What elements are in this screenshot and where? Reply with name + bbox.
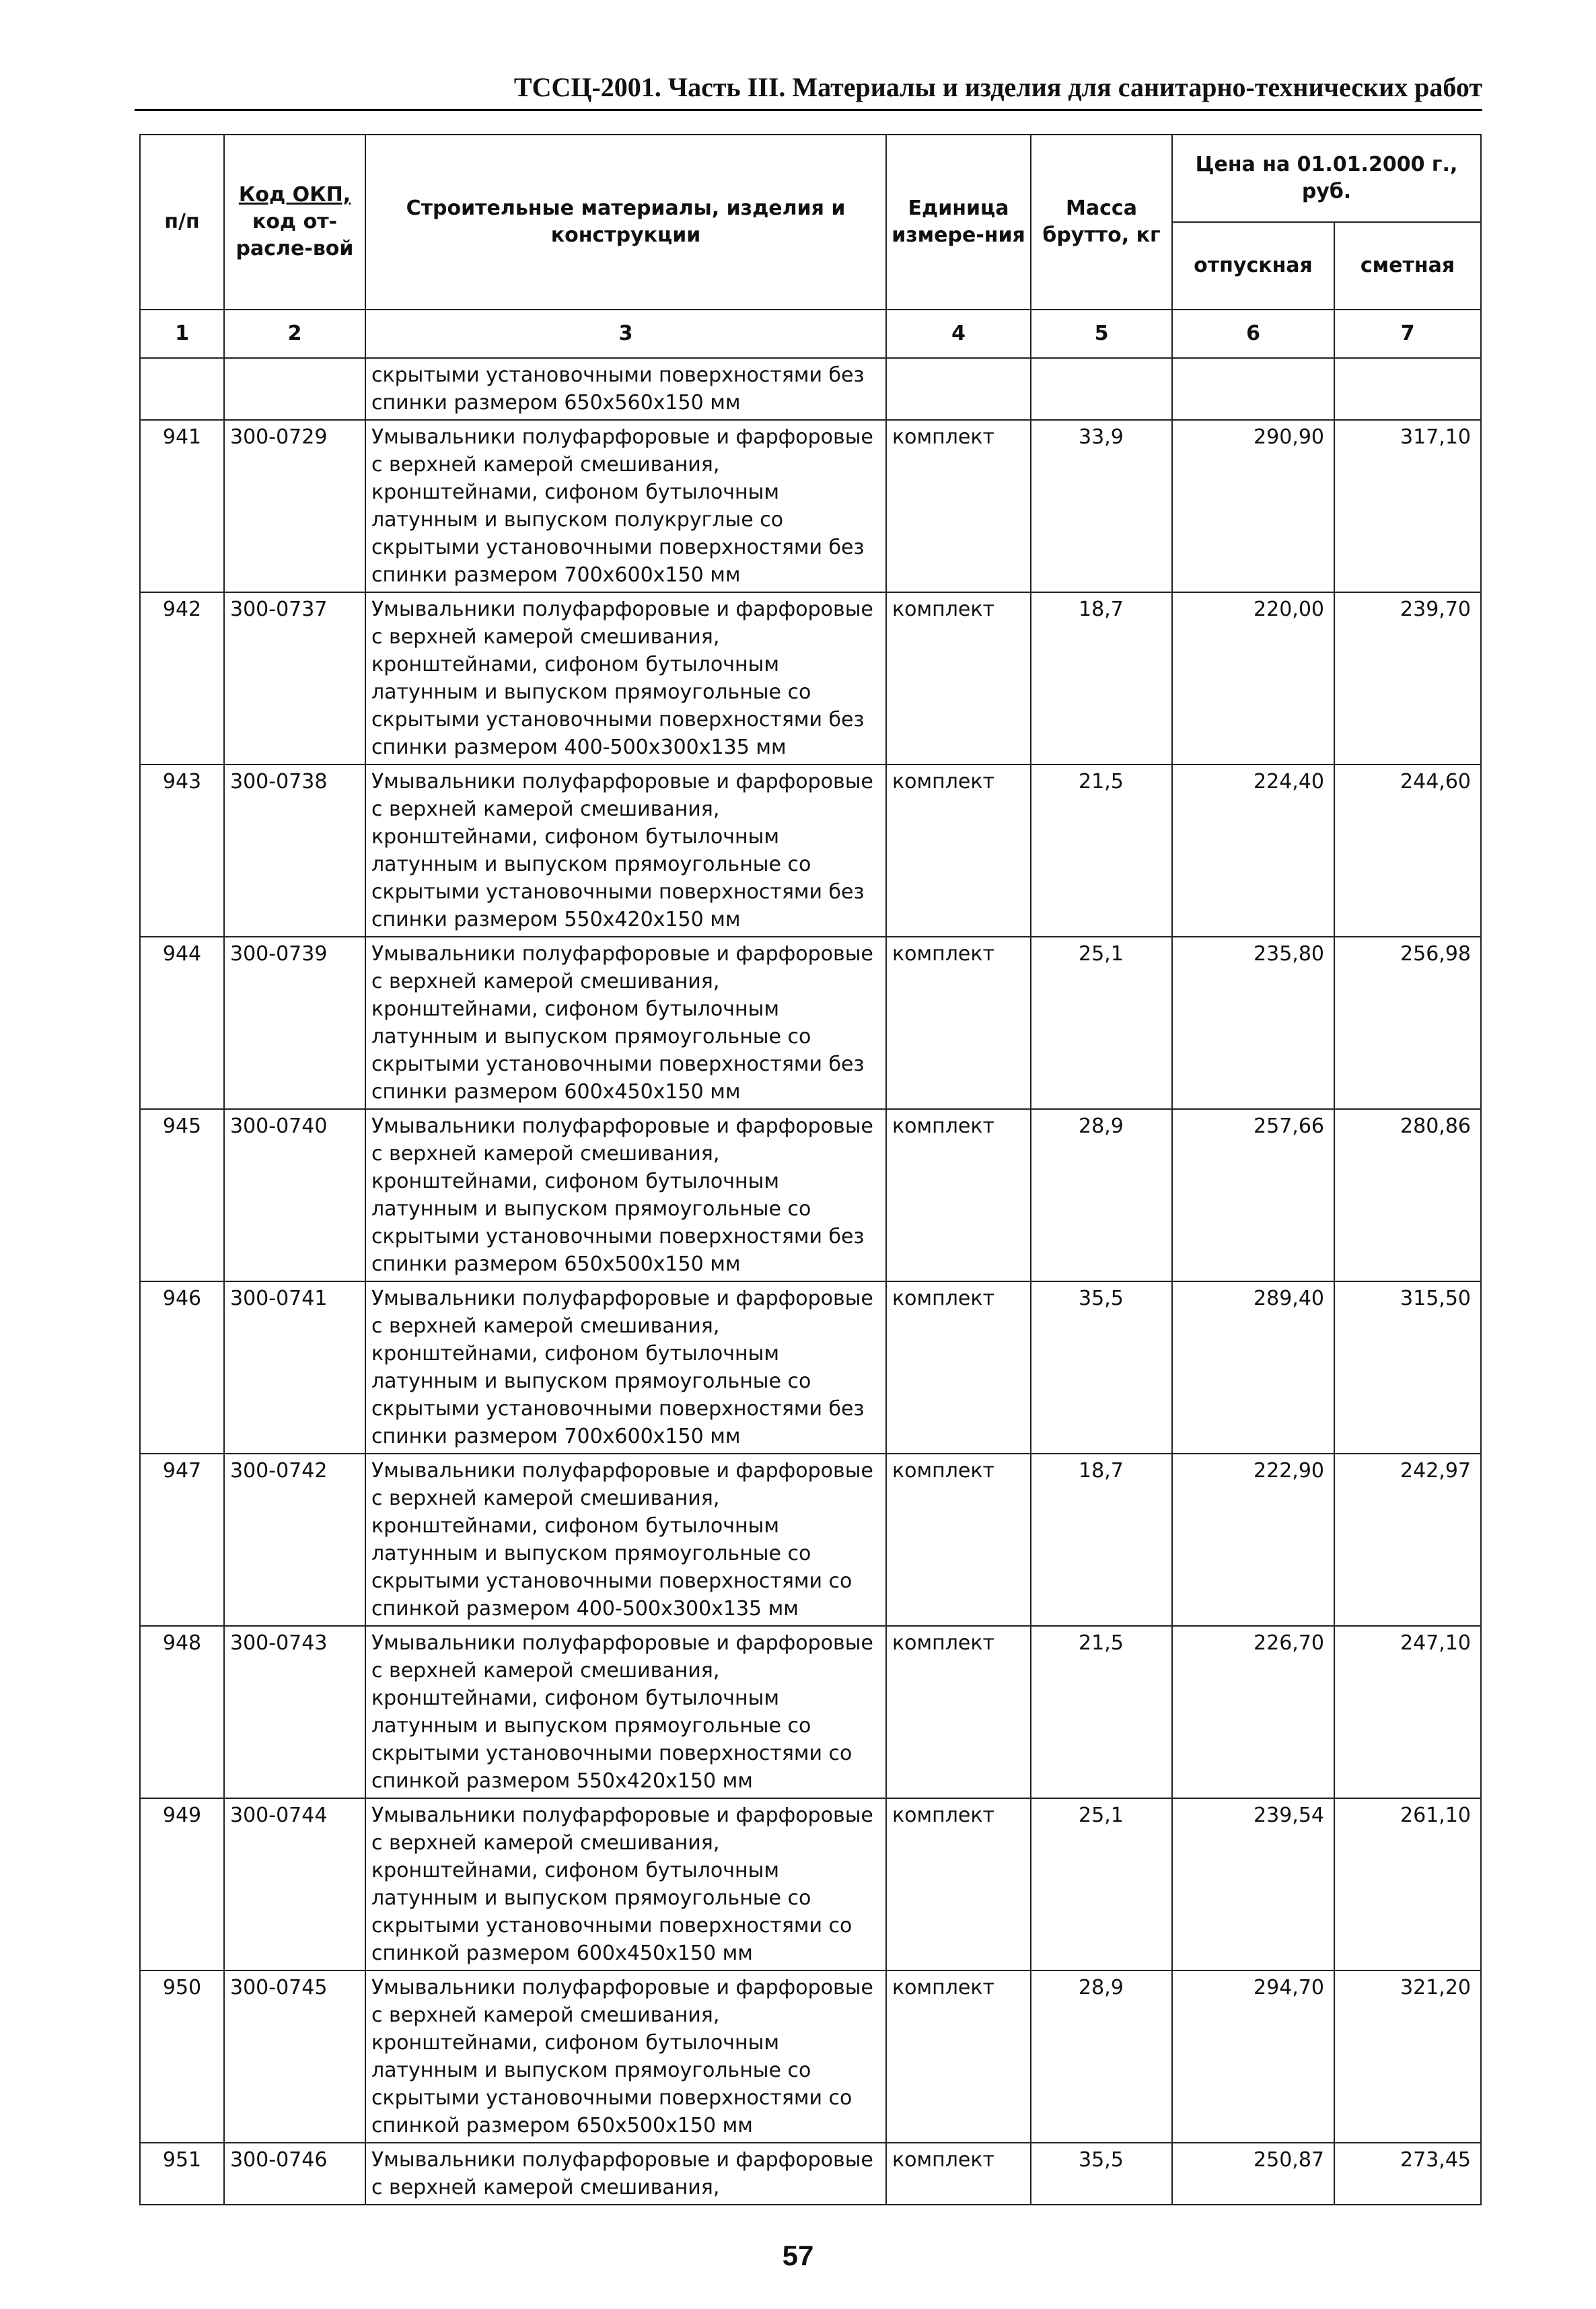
cell-num: 947	[140, 1454, 224, 1626]
header-code-bottom: код от-расле-вой	[235, 210, 354, 260]
cell-num: 950	[140, 1970, 224, 2143]
header-num: п/п	[140, 135, 224, 310]
table-row	[140, 1281, 1481, 1454]
cell-unit	[886, 358, 1031, 420]
cell-estimate: 273,45	[1334, 2143, 1481, 2205]
table-row	[140, 2143, 1481, 2205]
cell-code: 300-0746	[224, 2143, 365, 2205]
header-price: отпускная	[1172, 222, 1334, 310]
cell-price: 226,70	[1172, 1626, 1334, 1798]
column-number: 4	[886, 310, 1031, 358]
table-row	[140, 1109, 1481, 1281]
cell-estimate: 315,50	[1334, 1281, 1481, 1454]
cell-name: Умывальники полуфарфоровые и фарфоровые с верхней камерой смешивания, кронштейнами, сифоном бутылочным латунным и выпуском прямоугольные со скрытыми установочными поверхностями без спинки размером 650х500х150 мм	[365, 1109, 886, 1281]
cell-mass: 21,5	[1031, 1626, 1172, 1798]
cell-estimate: 280,86	[1334, 1109, 1481, 1281]
header-estimate: сметная	[1334, 222, 1481, 310]
cell-name: скрытыми установочными поверхностями без спинки размером 650х560х150 мм	[365, 358, 886, 420]
cell-unit: комплект	[886, 1281, 1031, 1454]
cell-mass: 28,9	[1031, 1970, 1172, 2143]
cell-name: Умывальники полуфарфоровые и фарфоровые с верхней камерой смешивания, кронштейнами, сифоном бутылочным латунным и выпуском прямоугольные со скрытыми установочными поверхностями без спинки размером 700х600х150 мм	[365, 1281, 886, 1454]
cell-price: 289,40	[1172, 1281, 1334, 1454]
cell-unit: комплект	[886, 765, 1031, 937]
column-number: 7	[1334, 310, 1481, 358]
cell-name: Умывальники полуфарфоровые и фарфоровые с верхней камерой смешивания, кронштейнами, сифоном бутылочным латунным и выпуском прямоугольные со скрытыми установочными поверхностями со спинкой размером 550х420х150 мм	[365, 1626, 886, 1798]
page-number: 57	[782, 2240, 814, 2271]
cell-unit: комплект	[886, 420, 1031, 592]
cell-num: 944	[140, 937, 224, 1109]
cell-price: 294,70	[1172, 1970, 1334, 2143]
cell-num	[140, 358, 224, 420]
cell-price: 290,90	[1172, 420, 1334, 592]
cell-code	[224, 358, 365, 420]
cell-estimate: 242,97	[1334, 1454, 1481, 1626]
header-code	[224, 135, 365, 310]
cell-estimate: 247,10	[1334, 1626, 1481, 1798]
cell-unit: комплект	[886, 937, 1031, 1109]
cell-num: 948	[140, 1626, 224, 1798]
cell-name: Умывальники полуфарфоровые и фарфоровые с верхней камерой смешивания, кронштейнами, сифоном бутылочным латунным и выпуском прямоугольные со скрытыми установочными поверхностями без спинки размером 600х450х150 мм	[365, 937, 886, 1109]
header-price-group: Цена на 01.01.2000 г., руб.	[1172, 135, 1481, 222]
cell-num: 951	[140, 2143, 224, 2205]
cell-num: 943	[140, 765, 224, 937]
cell-mass: 25,1	[1031, 937, 1172, 1109]
cell-name: Умывальники полуфарфоровые и фарфоровые с верхней камерой смешивания, кронштейнами, сифоном бутылочным латунным и выпуском прямоугольные со скрытыми установочными поверхностями без спинки размером 550х420х150 мм	[365, 765, 886, 937]
table-row	[140, 592, 1481, 765]
table-row-continuation	[140, 358, 1481, 420]
cell-code: 300-0738	[224, 765, 365, 937]
cell-code: 300-0745	[224, 1970, 365, 2143]
header-mass: Масса брутто, кг	[1031, 135, 1172, 310]
cell-name: Умывальники полуфарфоровые и фарфоровые с верхней камерой смешивания, кронштейнами, сифоном бутылочным латунным и выпуском прямоугольные со скрытыми установочными поверхностями со спинкой размером 650х500х150 мм	[365, 1970, 886, 2143]
table-row	[140, 1798, 1481, 1970]
cell-price	[1172, 358, 1334, 420]
cell-num: 942	[140, 592, 224, 765]
cell-num: 945	[140, 1109, 224, 1281]
column-number: 5	[1031, 310, 1172, 358]
table-row	[140, 1454, 1481, 1626]
cell-code: 300-0740	[224, 1109, 365, 1281]
cell-mass: 25,1	[1031, 1798, 1172, 1970]
cell-price: 224,40	[1172, 765, 1334, 937]
cell-code: 300-0729	[224, 420, 365, 592]
materials-price-table	[139, 134, 1482, 2205]
cell-mass: 18,7	[1031, 592, 1172, 765]
cell-unit: комплект	[886, 1798, 1031, 1970]
column-number: 2	[224, 310, 365, 358]
table-row	[140, 765, 1481, 937]
column-number: 3	[365, 310, 886, 358]
cell-name: Умывальники полуфарфоровые и фарфоровые с верхней камерой смешивания, кронштейнами, сифоном бутылочным латунным и выпуском полукруглые со скрытыми установочными поверхностями без спинки размером 700х600х150 мм	[365, 420, 886, 592]
cell-estimate: 261,10	[1334, 1798, 1481, 1970]
cell-estimate: 244,60	[1334, 765, 1481, 937]
cell-name: Умывальники полуфарфоровые и фарфоровые с верхней камерой смешивания, кронштейнами, сифоном бутылочным латунным и выпуском прямоугольные со скрытыми установочными поверхностями со спинкой размером 400-500х300х135 мм	[365, 1454, 886, 1626]
cell-mass	[1031, 358, 1172, 420]
cell-price: 250,87	[1172, 2143, 1334, 2205]
column-number: 6	[1172, 310, 1334, 358]
table-row	[140, 1970, 1481, 2143]
table-header	[140, 135, 1481, 358]
cell-estimate: 321,20	[1334, 1970, 1481, 2143]
cell-price: 235,80	[1172, 937, 1334, 1109]
cell-code: 300-0739	[224, 937, 365, 1109]
cell-code: 300-0742	[224, 1454, 365, 1626]
cell-code: 300-0743	[224, 1626, 365, 1798]
header-unit: Единица измере-ния	[886, 135, 1031, 310]
cell-code: 300-0744	[224, 1798, 365, 1970]
table-body	[140, 358, 1481, 2205]
table-row	[140, 420, 1481, 592]
page-header: ТССЦ-2001. Часть III. Материалы и изделия для санитарно-технических работ	[135, 69, 1482, 111]
cell-unit: комплект	[886, 1454, 1031, 1626]
cell-name: Умывальники полуфарфоровые и фарфоровые с верхней камерой смешивания, кронштейнами, сифоном бутылочным латунным и выпуском прямоугольные со скрытыми установочными поверхностями со спинкой размером 600х450х150 мм	[365, 1798, 886, 1970]
cell-price: 220,00	[1172, 592, 1334, 765]
cell-price: 222,90	[1172, 1454, 1334, 1626]
cell-unit: комплект	[886, 2143, 1031, 2205]
cell-num: 946	[140, 1281, 224, 1454]
cell-num: 941	[140, 420, 224, 592]
cell-num: 949	[140, 1798, 224, 1970]
header-name: Строительные материалы, изделия и конструкции	[365, 135, 886, 310]
column-number: 1	[140, 310, 224, 358]
cell-name: Умывальники полуфарфоровые и фарфоровые с верхней камерой смешивания,	[365, 2143, 886, 2205]
cell-estimate: 256,98	[1334, 937, 1481, 1109]
cell-name: Умывальники полуфарфоровые и фарфоровые с верхней камерой смешивания, кронштейнами, сифоном бутылочным латунным и выпуском прямоугольные со скрытыми установочными поверхностями без спинки размером 400-500х300х135 мм	[365, 592, 886, 765]
cell-estimate	[1334, 358, 1481, 420]
cell-unit: комплект	[886, 1970, 1031, 2143]
cell-unit: комплект	[886, 592, 1031, 765]
cell-unit: комплект	[886, 1626, 1031, 1798]
cell-mass: 33,9	[1031, 420, 1172, 592]
cell-price: 239,54	[1172, 1798, 1334, 1970]
cell-estimate: 317,10	[1334, 420, 1481, 592]
table-row	[140, 937, 1481, 1109]
cell-mass: 21,5	[1031, 765, 1172, 937]
cell-estimate: 239,70	[1334, 592, 1481, 765]
table-row	[140, 1626, 1481, 1798]
cell-mass: 18,7	[1031, 1454, 1172, 1626]
cell-unit: комплект	[886, 1109, 1031, 1281]
cell-mass: 35,5	[1031, 1281, 1172, 1454]
cell-code: 300-0737	[224, 592, 365, 765]
cell-price: 257,66	[1172, 1109, 1334, 1281]
column-number-row	[140, 310, 1481, 358]
cell-mass: 28,9	[1031, 1109, 1172, 1281]
header-code-top: Код ОКП,	[238, 183, 351, 207]
cell-mass: 35,5	[1031, 2143, 1172, 2205]
cell-code: 300-0741	[224, 1281, 365, 1454]
